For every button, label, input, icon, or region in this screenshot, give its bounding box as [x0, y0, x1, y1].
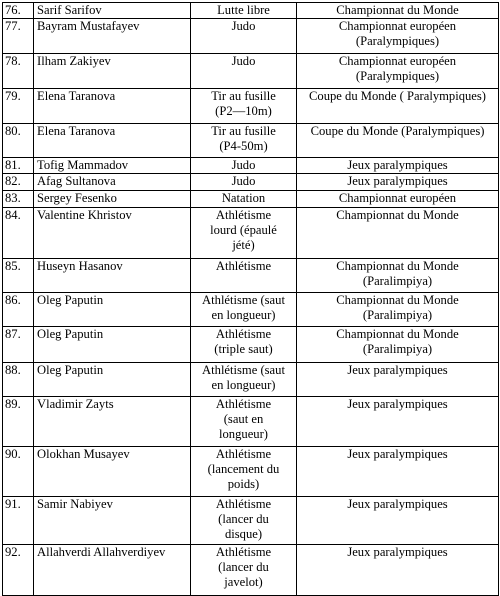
athlete-name: Elena Taranova	[34, 124, 191, 158]
competition	[297, 544, 499, 595]
athlete-name: Elena Taranova	[34, 89, 191, 124]
sport-line: (lancer du	[218, 511, 269, 526]
competition-line: (Paralympiques)	[355, 69, 440, 84]
competition	[297, 258, 499, 292]
row-number: 84.	[3, 207, 34, 258]
sport-line: en longueur)	[211, 307, 276, 322]
sport-discipline	[191, 258, 297, 292]
row-number: 85.	[3, 258, 34, 292]
sport-discipline	[191, 54, 297, 89]
sport-line: Judo	[231, 54, 256, 69]
competition-line: Jeux paralympiques	[347, 544, 448, 559]
competition-line: (Paralympiques)	[355, 34, 440, 49]
athlete-name: Ilham Zakiyev	[34, 54, 191, 89]
competition-line: Coupe du Monde (Paralympiques)	[310, 124, 485, 139]
competition	[297, 3, 499, 19]
sport-line: (lancement du	[207, 461, 280, 476]
competition	[297, 496, 499, 544]
row-number: 83.	[3, 190, 34, 207]
competition-line: Coupe du Monde ( Paralympiques)	[309, 89, 486, 104]
athlete-name: Allahverdi Allahverdiyev	[34, 544, 191, 595]
competition	[297, 19, 499, 54]
sport-line: Lutte libre	[217, 3, 270, 17]
sport-discipline	[191, 124, 297, 158]
table-row	[3, 396, 499, 446]
competition-line: Jeux paralympiques	[347, 174, 448, 189]
sport-line: longueur)	[219, 427, 268, 442]
competition	[297, 446, 499, 496]
athlete-name: Valentine Khristov	[34, 207, 191, 258]
sport-line: Athlétisme	[215, 396, 272, 411]
row-number: 80.	[3, 124, 34, 158]
competition	[297, 190, 499, 207]
row-number: 86.	[3, 292, 34, 326]
sport-line: (triple saut)	[214, 341, 273, 356]
sport-line: (lancer du	[218, 559, 269, 574]
sport-line: javelot)	[224, 575, 263, 590]
table-row	[3, 544, 499, 595]
sport-discipline	[191, 326, 297, 362]
sport-discipline	[191, 158, 297, 174]
athlete-name: Sergey Fesenko	[34, 190, 191, 207]
athlete-name: Afag Sultanova	[34, 174, 191, 190]
sport-discipline	[191, 446, 297, 496]
competition	[297, 158, 499, 174]
row-number: 78.	[3, 54, 34, 89]
athlete-name: Olokhan Musayev	[34, 446, 191, 496]
competition-line: (Paralimpiya)	[362, 307, 433, 322]
sport-line: Athlétisme (saut	[202, 292, 285, 307]
athlete-name: Oleg Paputin	[34, 292, 191, 326]
row-number: 77.	[3, 19, 34, 54]
table-row	[3, 496, 499, 544]
sport-line: lourd (épaulé	[210, 222, 277, 237]
competition	[297, 54, 499, 89]
competition-line: Jeux paralympiques	[347, 446, 448, 461]
competition	[297, 292, 499, 326]
table-row	[3, 207, 499, 258]
competition-line: (Paralimpiya)	[362, 273, 433, 288]
sport-discipline	[191, 89, 297, 124]
sport-line: Tir au fusille	[211, 89, 276, 104]
athletes-table	[2, 2, 499, 596]
row-number: 81.	[3, 158, 34, 174]
sport-line: Tir au fusille	[211, 124, 276, 139]
sport-line: Athlétisme	[215, 446, 272, 461]
sport-discipline	[191, 3, 297, 19]
table-row	[3, 190, 499, 207]
competition-line: (Paralimpiya)	[362, 341, 433, 356]
competition-line: Jeux paralympiques	[347, 496, 448, 511]
competition-line: Jeux paralympiques	[347, 362, 448, 377]
athlete-name: Oleg Paputin	[34, 326, 191, 362]
sport-discipline	[191, 19, 297, 54]
athlete-name: Sarif Sarifov	[34, 3, 191, 19]
table-row	[3, 54, 499, 89]
sport-discipline	[191, 207, 297, 258]
sport-line: jété)	[232, 238, 255, 253]
row-number: 82.	[3, 174, 34, 190]
competition-line: Championnat du Monde	[336, 258, 459, 273]
sport-discipline	[191, 396, 297, 446]
table-row	[3, 446, 499, 496]
athletes-table-body	[3, 3, 499, 596]
competition-line: Jeux paralympiques	[347, 396, 448, 411]
row-number: 91.	[3, 496, 34, 544]
sport-discipline	[191, 362, 297, 396]
athlete-name: Tofig Mammadov	[34, 158, 191, 174]
sport-line: Natation	[221, 190, 266, 205]
competition-line: Championnat du Monde	[336, 326, 459, 341]
competition-line: Championnat du Monde	[336, 207, 459, 222]
sport-line: Athlétisme	[215, 496, 272, 511]
competition	[297, 124, 499, 158]
competition-line: Championnat européen	[338, 190, 457, 205]
table-row	[3, 174, 499, 190]
athlete-name: Samir Nabiyev	[34, 496, 191, 544]
sport-line: Athlétisme	[215, 207, 272, 222]
row-number: 90.	[3, 446, 34, 496]
sport-line: Judo	[231, 19, 256, 34]
table-row	[3, 292, 499, 326]
sport-line: Judo	[231, 174, 256, 189]
table-row	[3, 124, 499, 158]
sport-line: Judo	[231, 158, 256, 173]
athlete-name: Huseyn Hasanov	[34, 258, 191, 292]
sport-discipline	[191, 544, 297, 595]
row-number: 89.	[3, 396, 34, 446]
table-row	[3, 362, 499, 396]
athlete-name: Bayram Mustafayev	[34, 19, 191, 54]
sport-line: Athlétisme (saut	[202, 362, 285, 377]
table-row	[3, 258, 499, 292]
sport-discipline	[191, 496, 297, 544]
row-number: 92.	[3, 544, 34, 595]
competition-line: Championnat du Monde	[336, 3, 459, 17]
athlete-name: Oleg Paputin	[34, 362, 191, 396]
table-row	[3, 326, 499, 362]
sport-line: disque)	[224, 527, 263, 542]
table-row	[3, 3, 499, 19]
sport-line: Athlétisme	[215, 326, 272, 341]
competition-line: Jeux paralympiques	[347, 158, 448, 173]
row-number: 87.	[3, 326, 34, 362]
sport-line: Athlétisme	[215, 258, 272, 273]
sport-discipline	[191, 292, 297, 326]
sport-line: (saut en	[223, 411, 264, 426]
competition-line: Championnat européen	[338, 54, 457, 69]
sport-line: en longueur)	[211, 377, 276, 392]
athlete-name: Vladimir Zayts	[34, 396, 191, 446]
competition	[297, 326, 499, 362]
table-row	[3, 89, 499, 124]
competition	[297, 362, 499, 396]
competition	[297, 89, 499, 124]
sport-line: Athlétisme	[215, 544, 272, 559]
row-number: 88.	[3, 362, 34, 396]
sport-discipline	[191, 174, 297, 190]
table-row	[3, 19, 499, 54]
row-number: 76.	[3, 3, 34, 19]
sport-discipline	[191, 190, 297, 207]
sport-line: (P2—10m)	[215, 104, 272, 119]
competition	[297, 207, 499, 258]
sport-line: poids)	[227, 477, 260, 492]
competition	[297, 174, 499, 190]
competition	[297, 396, 499, 446]
sport-line: (P4-50m)	[219, 139, 268, 154]
row-number: 79.	[3, 89, 34, 124]
competition-line: Championnat du Monde	[336, 292, 459, 307]
table-row	[3, 158, 499, 174]
competition-line: Championnat européen	[338, 19, 457, 34]
